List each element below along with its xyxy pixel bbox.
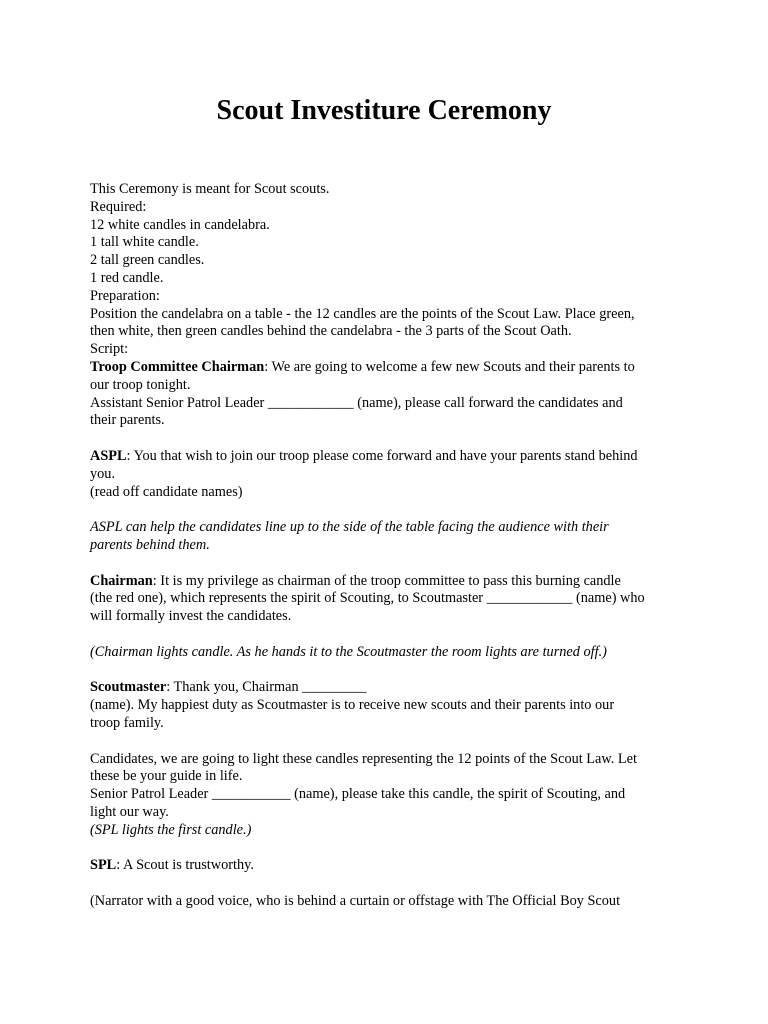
script-line xyxy=(90,679,680,697)
script-line: (name). My happiest duty as Scoutmaster is to receive new scouts and their parents into our xyxy=(90,697,615,714)
script-line xyxy=(90,857,680,875)
speech-text: : We are going to welcome a few new Scouts and their parents to xyxy=(264,358,635,375)
script-line: Candidates, we are going to light these candles representing the 12 points of the Scout Law. Let xyxy=(90,750,637,767)
paragraph-gap xyxy=(90,662,680,680)
preparation-text: then white, then green candles behind the candelabra - the 3 parts of the Scout Oath. xyxy=(90,323,572,340)
stage-direction: parents behind them. xyxy=(90,536,210,553)
required-heading: Required: xyxy=(90,198,147,215)
script-heading: Script: xyxy=(90,341,129,358)
intro-line: This Ceremony is meant for Scout scouts. xyxy=(90,181,330,197)
document-title: Scout Investiture Ceremony xyxy=(216,95,552,126)
script-line: (the red one), which represents the spirit of Scouting, to Scoutmaster ____________ (name) who xyxy=(90,590,645,607)
speaker-label: Troop Committee Chairman xyxy=(90,358,265,375)
speech-text: : It is my privilege as chairman of the troop committee to pass this burning candle xyxy=(152,572,621,589)
preparation-text: Position the candelabra on a table - the 12 candles are the points of the Scout Law. Place green, xyxy=(90,305,635,322)
script-line: (read off candidate names) xyxy=(90,483,243,500)
paragraph-gap xyxy=(90,839,680,857)
script-line xyxy=(90,448,680,466)
stage-direction: (Chairman lights candle. As he hands it to the Scoutmaster the room lights are turned off.) xyxy=(90,643,607,660)
speech-text: : You that wish to join our troop please come forward and have your parents stand behind xyxy=(126,447,638,464)
paragraph-gap xyxy=(90,430,680,448)
document-body xyxy=(90,181,680,911)
script-line: Senior Patrol Leader ___________ (name), please take this candle, the spirit of Scouting, and xyxy=(90,786,626,803)
paragraph-gap xyxy=(90,875,680,893)
requirement-item: 1 red candle. xyxy=(90,269,164,286)
script-line: (Narrator with a good voice, who is behind a curtain or offstage with The Official Boy Scout xyxy=(90,892,621,909)
speaker-label: Scoutmaster xyxy=(90,679,167,696)
stage-direction: ASPL can help the candidates line up to the side of the table facing the audience with their xyxy=(90,519,609,536)
requirement-item: 12 white candles in candelabra. xyxy=(90,216,270,233)
script-line: their parents. xyxy=(90,412,165,429)
script-line: will formally invest the candidates. xyxy=(90,608,292,625)
script-line xyxy=(90,359,680,377)
paragraph-gap xyxy=(90,733,680,751)
speech-text: : A Scout is trustworthy. xyxy=(116,857,254,874)
speech-text: : Thank you, Chairman _________ xyxy=(166,679,367,696)
script-line: you. xyxy=(90,465,116,482)
paragraph-gap xyxy=(90,555,680,573)
stage-direction: (SPL lights the first candle.) xyxy=(90,821,252,838)
script-line xyxy=(90,573,680,591)
script-line: these be your guide in life. xyxy=(90,768,243,785)
script-line: troop family. xyxy=(90,714,164,731)
speaker-label: Chairman xyxy=(90,572,153,589)
script-line: our troop tonight. xyxy=(90,376,191,393)
script-line: Assistant Senior Patrol Leader ____________ (name), please call forward the candidates and xyxy=(90,394,623,411)
requirement-item: 1 tall white candle. xyxy=(90,234,199,251)
requirement-item: 2 tall green candles. xyxy=(90,252,205,269)
script-line: light our way. xyxy=(90,803,169,820)
preparation-heading: Preparation: xyxy=(90,287,160,304)
speaker-label: ASPL xyxy=(90,447,127,464)
paragraph-gap xyxy=(90,626,680,644)
paragraph-gap xyxy=(90,501,680,519)
speaker-label: SPL xyxy=(90,857,117,874)
